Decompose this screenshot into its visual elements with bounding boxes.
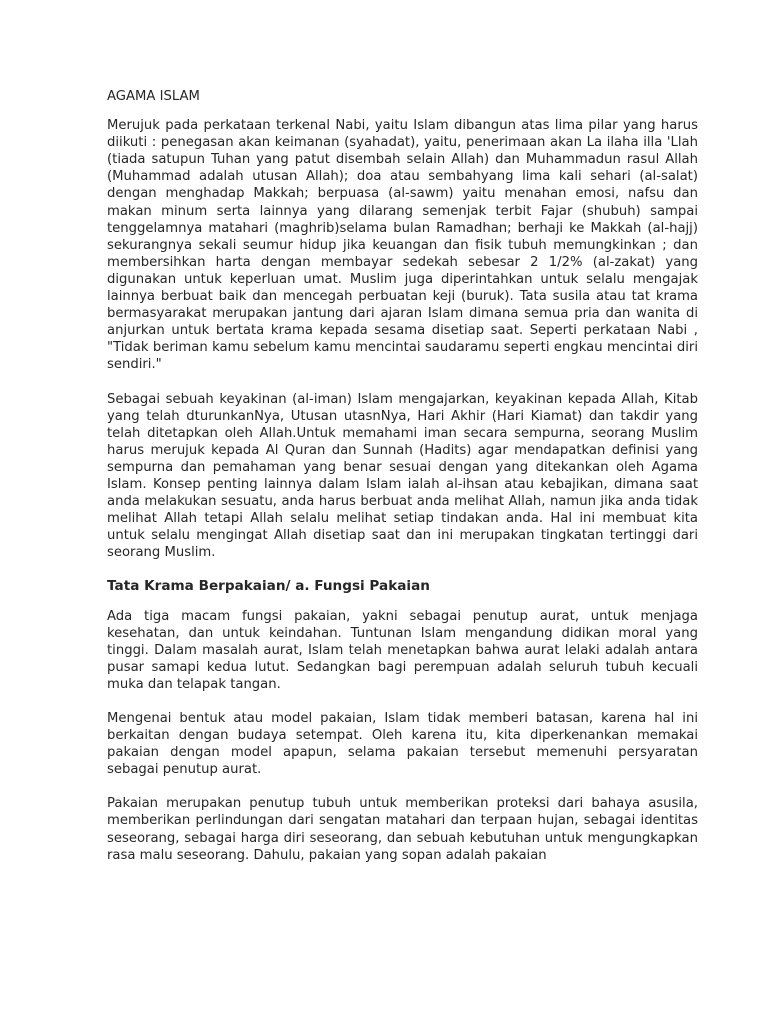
paragraph-penutup-tubuh: Pakaian merupakan penutup tubuh untuk memberikan proteksi dari bahaya asusila, memberikan perlindungan dari sengatan matahari dan terpaan hujan, sebagai identitas seseorang, sebagai harga diri seseorang, dan sebuah kebutuhan untuk mengungkapkan rasa malu seseorang. Dahulu, pakaian yang sopan adalah pakaian	[107, 796, 698, 863]
section-heading: Tata Krama Berpakaian/ a. Fungsi Pakaian	[107, 578, 430, 595]
paragraph-iman: Sebagai sebuah keyakinan (al-iman) Islam mengajarkan, keyakinan kepada Allah, Kitab yang telah dturunkanNya, Utusan utasnNya, Hari Akhir (Hari Kiamat) dan takdir yang telah ditetapkan oleh Allah.Untuk memahami iman secara sempurna, seorang Muslim harus merujuk kepada Al Quran dan Sunnah (Hadits) agar mendapatkan definisi yang sempurna dan pemahaman yang benar sesuai dengan yang ditekankan oleh Agama Islam. Konsep penting lainnya dalam Islam ialah al-ihsan atau kebajikan, dimana saat anda melakukan sesuatu, anda harus berbuat anda melihat Allah, namun jika anda tidak melihat Allah tetapi Allah selalu melihat setiap tindakan anda. Hal ini membuat kita untuk selalu mengingat Allah disetiap saat dan ini merupakan tingkatan tertinggi dari seorang Muslim.	[107, 391, 698, 561]
paragraph-five-pillars: Merujuk pada perkataan terkenal Nabi, yaitu Islam dibangun atas lima pilar yang harus diikuti : penegasan akan keimanan (syahadat), yaitu, penerimaan akan La ilaha illa 'Llah (tiada satupun Tuhan yang patut disembah selain Allah) dan Muhammadun rasul Allah (Muhammad adalah utusan Allah); doa atau sembahyang lima kali sehari (al-salat) dengan menghadap Makkah; berpuasa (al-sawm) yaitu menahan emosi, nafsu dan makan minum serta lainnya yang dilarang semenjak terbit Fajar (shubuh) sampai tenggelamnya matahari (maghrib)selama bulan Ramadhan; berhaji ke Makkah (al-hajj) sekurangnya sekali seumur hidup jika keuangan dan fisik tubuh memungkinkan ; dan membersihkan harta dengan membayar sedekah sebesar 2 1/2% (al-zakat) yang digunakan untuk keperluan umat. Muslim juga diperintahkan untuk selalu mengajak lainnya berbuat baik dan mencegah perbuatan keji (buruk). Tata susila atau tat krama bermasyarakat merupakan jantung dari ajaran Islam dimana semua pria dan wanita di anjurkan untuk bertata krama kepada sesama disetiap saat. Seperti perkataan Nabi , "Tidak beriman kamu sebelum kamu mencintai saudaramu seperti engkau mencintai diri sendiri."	[107, 118, 698, 373]
paragraph-model-pakaian: Mengenai bentuk atau model pakaian, Islam tidak memberi batasan, karena hal ini berkaitan dengan budaya setempat. Oleh karena itu, kita diperkenankan memakai pakaian dengan model apapun, selama pakaian tersebut memenuhi persyaratan sebagai penutup aurat.	[107, 711, 698, 778]
document-body	[107, 88, 698, 881]
document-title: AGAMA ISLAM	[107, 89, 200, 104]
paragraph-fungsi-pakaian: Ada tiga macam fungsi pakaian, yakni sebagai penutup aurat, untuk menjaga kesehatan, dan untuk keindahan. Tuntunan Islam mengandung didikan moral yang tinggi. Dalam masalah aurat, Islam telah menetapkan bahwa aurat lelaki adalah antara pusar samapi kedua lutut. Sedangkan bagi perempuan adalah seluruh tubuh kecuali muka dan telapak tangan.	[107, 608, 698, 692]
